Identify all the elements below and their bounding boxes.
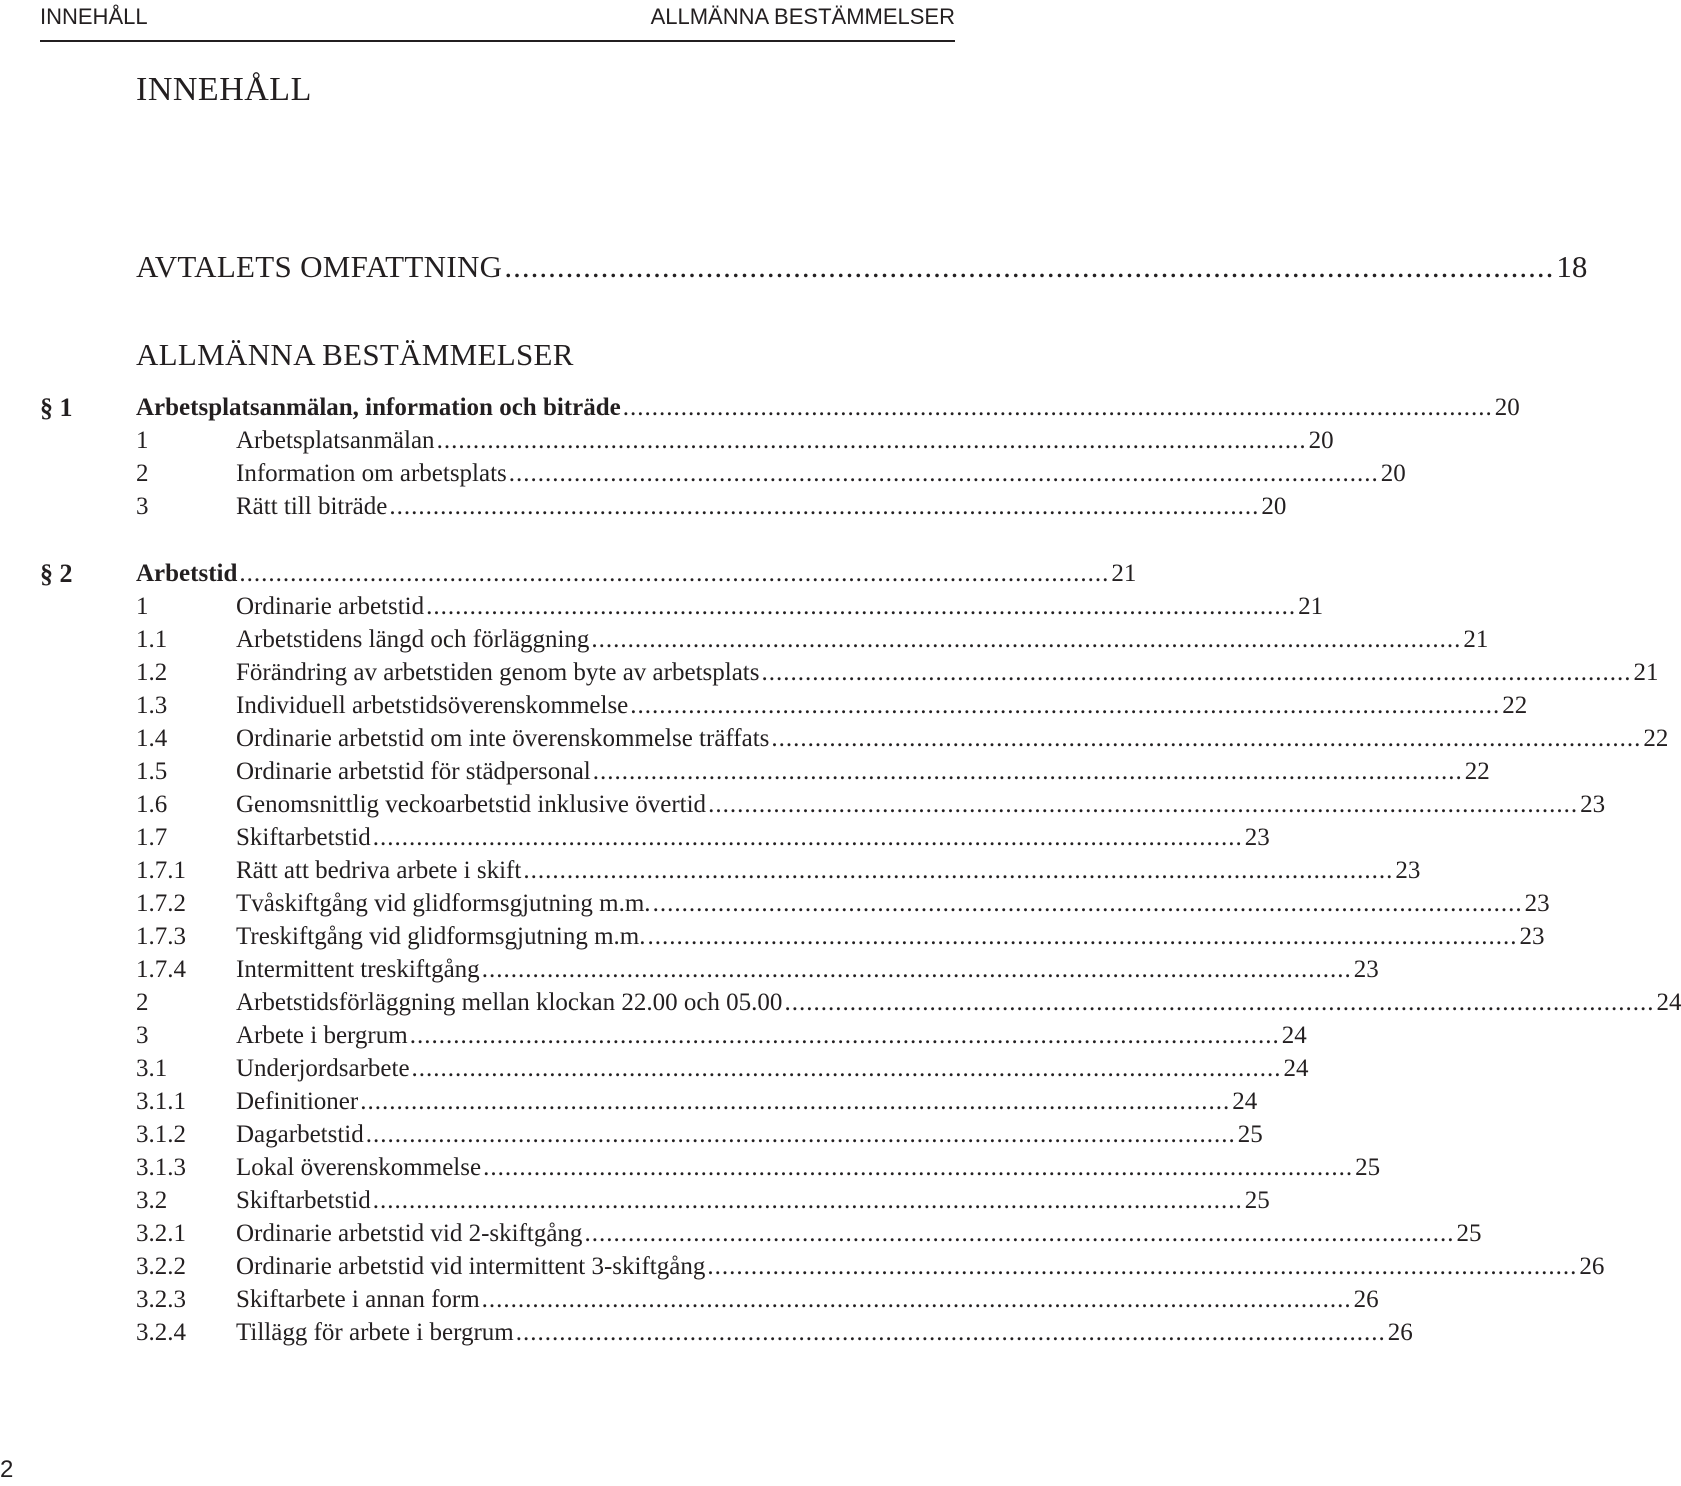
toc-entry-number: 1.5 [136,758,168,785]
toc-entry-text: Skiftarbete i annan form [236,1286,480,1313]
dot-leader: ........................................................................................................................ [409,1022,1280,1049]
toc-page-number: 26 [1387,1319,1413,1346]
toc-entry-number: 3 [136,493,149,520]
toc-page-number: 20 [1261,493,1287,520]
toc-page-number: 25 [1456,1220,1482,1247]
dot-leader: ........................................................................................................................ [389,493,1260,520]
toc-page-number: 26 [1353,1286,1379,1313]
toc-entry[interactable] [136,457,1406,490]
toc-entry-number: 1.7 [136,824,168,851]
page-number: 2 [0,1456,14,1483]
toc-entry-text: Rätt till biträde [236,493,388,520]
toc-entry[interactable] [136,953,1379,986]
dot-leader: ........................................................................................................................ [592,758,1463,785]
dot-leader: ........................................................................................................................ [508,460,1379,487]
toc-entry-text: Rätt att bedriva arbete i skift [236,857,522,884]
toc-entry-text: Tillägg för arbete i bergrum [236,1319,514,1346]
toc-page-number: 23 [1524,890,1550,917]
toc-entry[interactable] [136,424,1334,457]
toc-entry[interactable] [136,490,1287,523]
toc-entry[interactable] [136,1085,1258,1118]
toc-entry-text: Tvåskiftgång vid glidformsgjutning m.m. [236,890,651,917]
toc-entry-number: 3.2.3 [136,1286,186,1313]
dot-leader: ........................................................................................................................ [622,394,1493,421]
toc-page-number: 22 [1643,725,1669,752]
dot-leader: ........................................................................................................................ [483,1154,1354,1181]
toc-entry-number: 1 [136,593,149,620]
toc-entry-number: 1.7.3 [136,923,186,950]
toc-page-number: 23 [1580,791,1606,818]
toc-entry-number: 3.2 [136,1187,168,1214]
toc-entry[interactable] [136,755,1490,788]
toc-page-number: 22 [1502,692,1528,719]
toc-entry[interactable] [136,656,1659,689]
dot-leader: ........................................................................................................................ [707,1253,1578,1280]
toc-entry-text: AVTALETS OMFATTNING [136,249,503,284]
toc-entry-number: 3.1.3 [136,1154,186,1181]
toc-entry-text: Arbete i bergrum [236,1022,408,1049]
dot-leader: ........................................................................................................................ [360,1088,1231,1115]
toc-page-number: 25 [1355,1154,1381,1181]
toc-page-number: 24 [1283,1055,1309,1082]
toc-entry-number: 1 [136,427,149,454]
toc-entry[interactable] [136,1019,1307,1052]
toc-entry-text: Ordinarie arbetstid vid intermittent 3-skiftgång [236,1253,706,1280]
toc-entry[interactable] [136,920,1545,953]
toc-entry-text: Underjordsarbete [236,1055,410,1082]
dot-leader: ........................................................................................................................ [591,626,1462,653]
toc-entry-number: 1.4 [136,725,168,752]
toc-entry-number: 1.1 [136,626,168,653]
toc-entry[interactable] [136,590,1324,623]
toc-page-number: 23 [1519,923,1545,950]
toc-page-number: 26 [1579,1253,1605,1280]
toc-entry[interactable] [136,1118,1263,1151]
toc-entry-text: Förändring av arbetstiden genom byte av arbetsplats [236,659,760,686]
toc-page-number: 24 [1232,1088,1258,1115]
dot-leader: ........................................................................................................................ [652,890,1523,917]
toc-page-number: 21 [1111,560,1137,587]
toc-paragraph-1[interactable] [136,391,1520,424]
toc-entry[interactable] [136,887,1550,920]
toc-entry-number: 3.1.2 [136,1121,186,1148]
dot-leader: ........................................................................................................................ [365,1121,1236,1148]
toc-entry-number: 1.2 [136,659,168,686]
toc-entry-number: 3 [136,1022,149,1049]
running-header [40,0,955,42]
toc-entry-text: Arbetsplatsanmälan [236,427,435,454]
toc-entry[interactable] [136,1052,1309,1085]
toc-entry[interactable] [136,1316,1413,1349]
toc-entry-text: Ordinarie arbetstid om inte överenskommelse träffats [236,725,770,752]
dot-leader: ........................................................................................................................ [784,989,1655,1016]
dot-leader: ........................................................................................................................ [481,956,1352,983]
dot-leader: ........................................................................................................................ [708,791,1579,818]
toc-page-number: 25 [1237,1121,1263,1148]
toc-entry-text: Ordinarie arbetstid för städpersonal [236,758,591,785]
toc-entry-number: 2 [136,989,149,1016]
paragraph-mark-1: § 1 [40,393,73,422]
running-header-left: INNEHÅLL [40,4,148,29]
page-title: INNEHÅLL [136,71,312,108]
toc-entry-number: 1.7.4 [136,956,186,983]
toc-entry[interactable] [136,854,1421,887]
toc-page-number: 23 [1353,956,1379,983]
toc-page-number: 24 [1656,989,1681,1016]
toc-entry[interactable] [136,821,1270,854]
toc-page-number: 20 [1308,427,1334,454]
dot-leader: ........................................................................................................................ [647,923,1518,950]
dot-leader: ........................................................................................................................ [426,593,1297,620]
toc-page-number: 25 [1244,1187,1270,1214]
toc-entry-number: 3.2.2 [136,1253,186,1280]
toc-entry[interactable] [136,788,1606,821]
dot-leader: ........................................................................................................................ [372,1187,1243,1214]
running-header-right: ALLMÄNNA BESTÄMMELSER [650,4,955,29]
toc-entry-text: Skiftarbetstid [236,1187,371,1214]
dot-leader: ........................................................................................................................ [436,427,1307,454]
toc-entry[interactable] [136,1184,1270,1217]
dot-leader: ........................................................................................................................ [411,1055,1282,1082]
toc-entry-number: 1.7.1 [136,857,186,884]
section-heading: ALLMÄNNA BESTÄMMELSER [136,337,574,372]
dot-leader: ........................................................................................................................ [239,560,1110,587]
toc-entry-text: Arbetstid [136,560,238,587]
dot-leader: ........................................................................................................................ [523,857,1394,884]
toc-entry-text: Genomsnittlig veckoarbetstid inklusive övertid [236,791,707,818]
toc-page-number: 20 [1380,460,1406,487]
toc-entry-number: 3.1 [136,1055,168,1082]
toc-entry[interactable] [136,1151,1381,1184]
toc-entry[interactable] [136,722,1669,755]
toc-entry-text: Intermittent treskiftgång [236,956,480,983]
toc-page-number: 22 [1464,758,1490,785]
dot-leader: ........................................................................................................................ [630,692,1501,719]
toc-entry-text: Arbetsplatsanmälan, information och biträde [136,394,621,421]
dot-leader: ........................................................................................................................ [504,249,1555,284]
toc-page-number: 21 [1633,659,1659,686]
toc-entry-text: Ordinarie arbetstid [236,593,425,620]
dot-leader: ........................................................................................................................ [761,659,1632,686]
toc-entry-text: Definitioner [236,1088,359,1115]
toc-entry-text: Treskiftgång vid glidformsgjutning m.m. [236,923,646,950]
toc-entry-text: Ordinarie arbetstid vid 2-skiftgång [236,1220,583,1247]
toc-entry-number: 1.6 [136,791,168,818]
toc-entry-number: 3.1.1 [136,1088,186,1115]
toc-entry[interactable] [136,1283,1379,1316]
toc-entry[interactable] [136,689,1528,722]
toc-page-number: 24 [1281,1022,1307,1049]
toc-entry-avtalets-omfattning[interactable] [136,247,1588,287]
toc-page-number: 20 [1494,394,1520,421]
toc-entry-number: 3.2.4 [136,1319,186,1346]
toc-entry-number: 1.3 [136,692,168,719]
toc-entry-text: Dagarbetstid [236,1121,364,1148]
toc-entry[interactable] [136,1250,1605,1283]
toc-page-number: 18 [1556,249,1588,284]
toc-page-number: 23 [1395,857,1421,884]
toc-entry-text: Information om arbetsplats [236,460,507,487]
toc-entry-text: Arbetstidens längd och förläggning [236,626,590,653]
toc-entry-number: 1.7.2 [136,890,186,917]
dot-leader: ........................................................................................................................ [372,824,1243,851]
toc-page-number: 23 [1244,824,1270,851]
dot-leader: ........................................................................................................................ [481,1286,1352,1313]
paragraph-mark-2: § 2 [40,559,73,588]
toc-entry-text: Lokal överenskommelse [236,1154,482,1181]
toc-entry[interactable] [136,1217,1482,1250]
dot-leader: ........................................................................................................................ [515,1319,1386,1346]
toc-entry-number: 2 [136,460,149,487]
toc-page-number: 21 [1298,593,1324,620]
dot-leader: ........................................................................................................................ [584,1220,1455,1247]
toc-paragraph-2[interactable] [136,557,1137,590]
toc-entry[interactable] [136,623,1489,656]
dot-leader: ........................................................................................................................ [771,725,1642,752]
toc-page-number: 21 [1463,626,1489,653]
toc-entry-text: Skiftarbetstid [236,824,371,851]
toc-entry-text: Individuell arbetstidsöverenskommelse [236,692,629,719]
toc-entry[interactable] [136,986,1681,1019]
toc-entry-number: 3.2.1 [136,1220,186,1247]
toc-entry-text: Arbetstidsförläggning mellan klockan 22.00 och 05.00 [236,989,783,1016]
